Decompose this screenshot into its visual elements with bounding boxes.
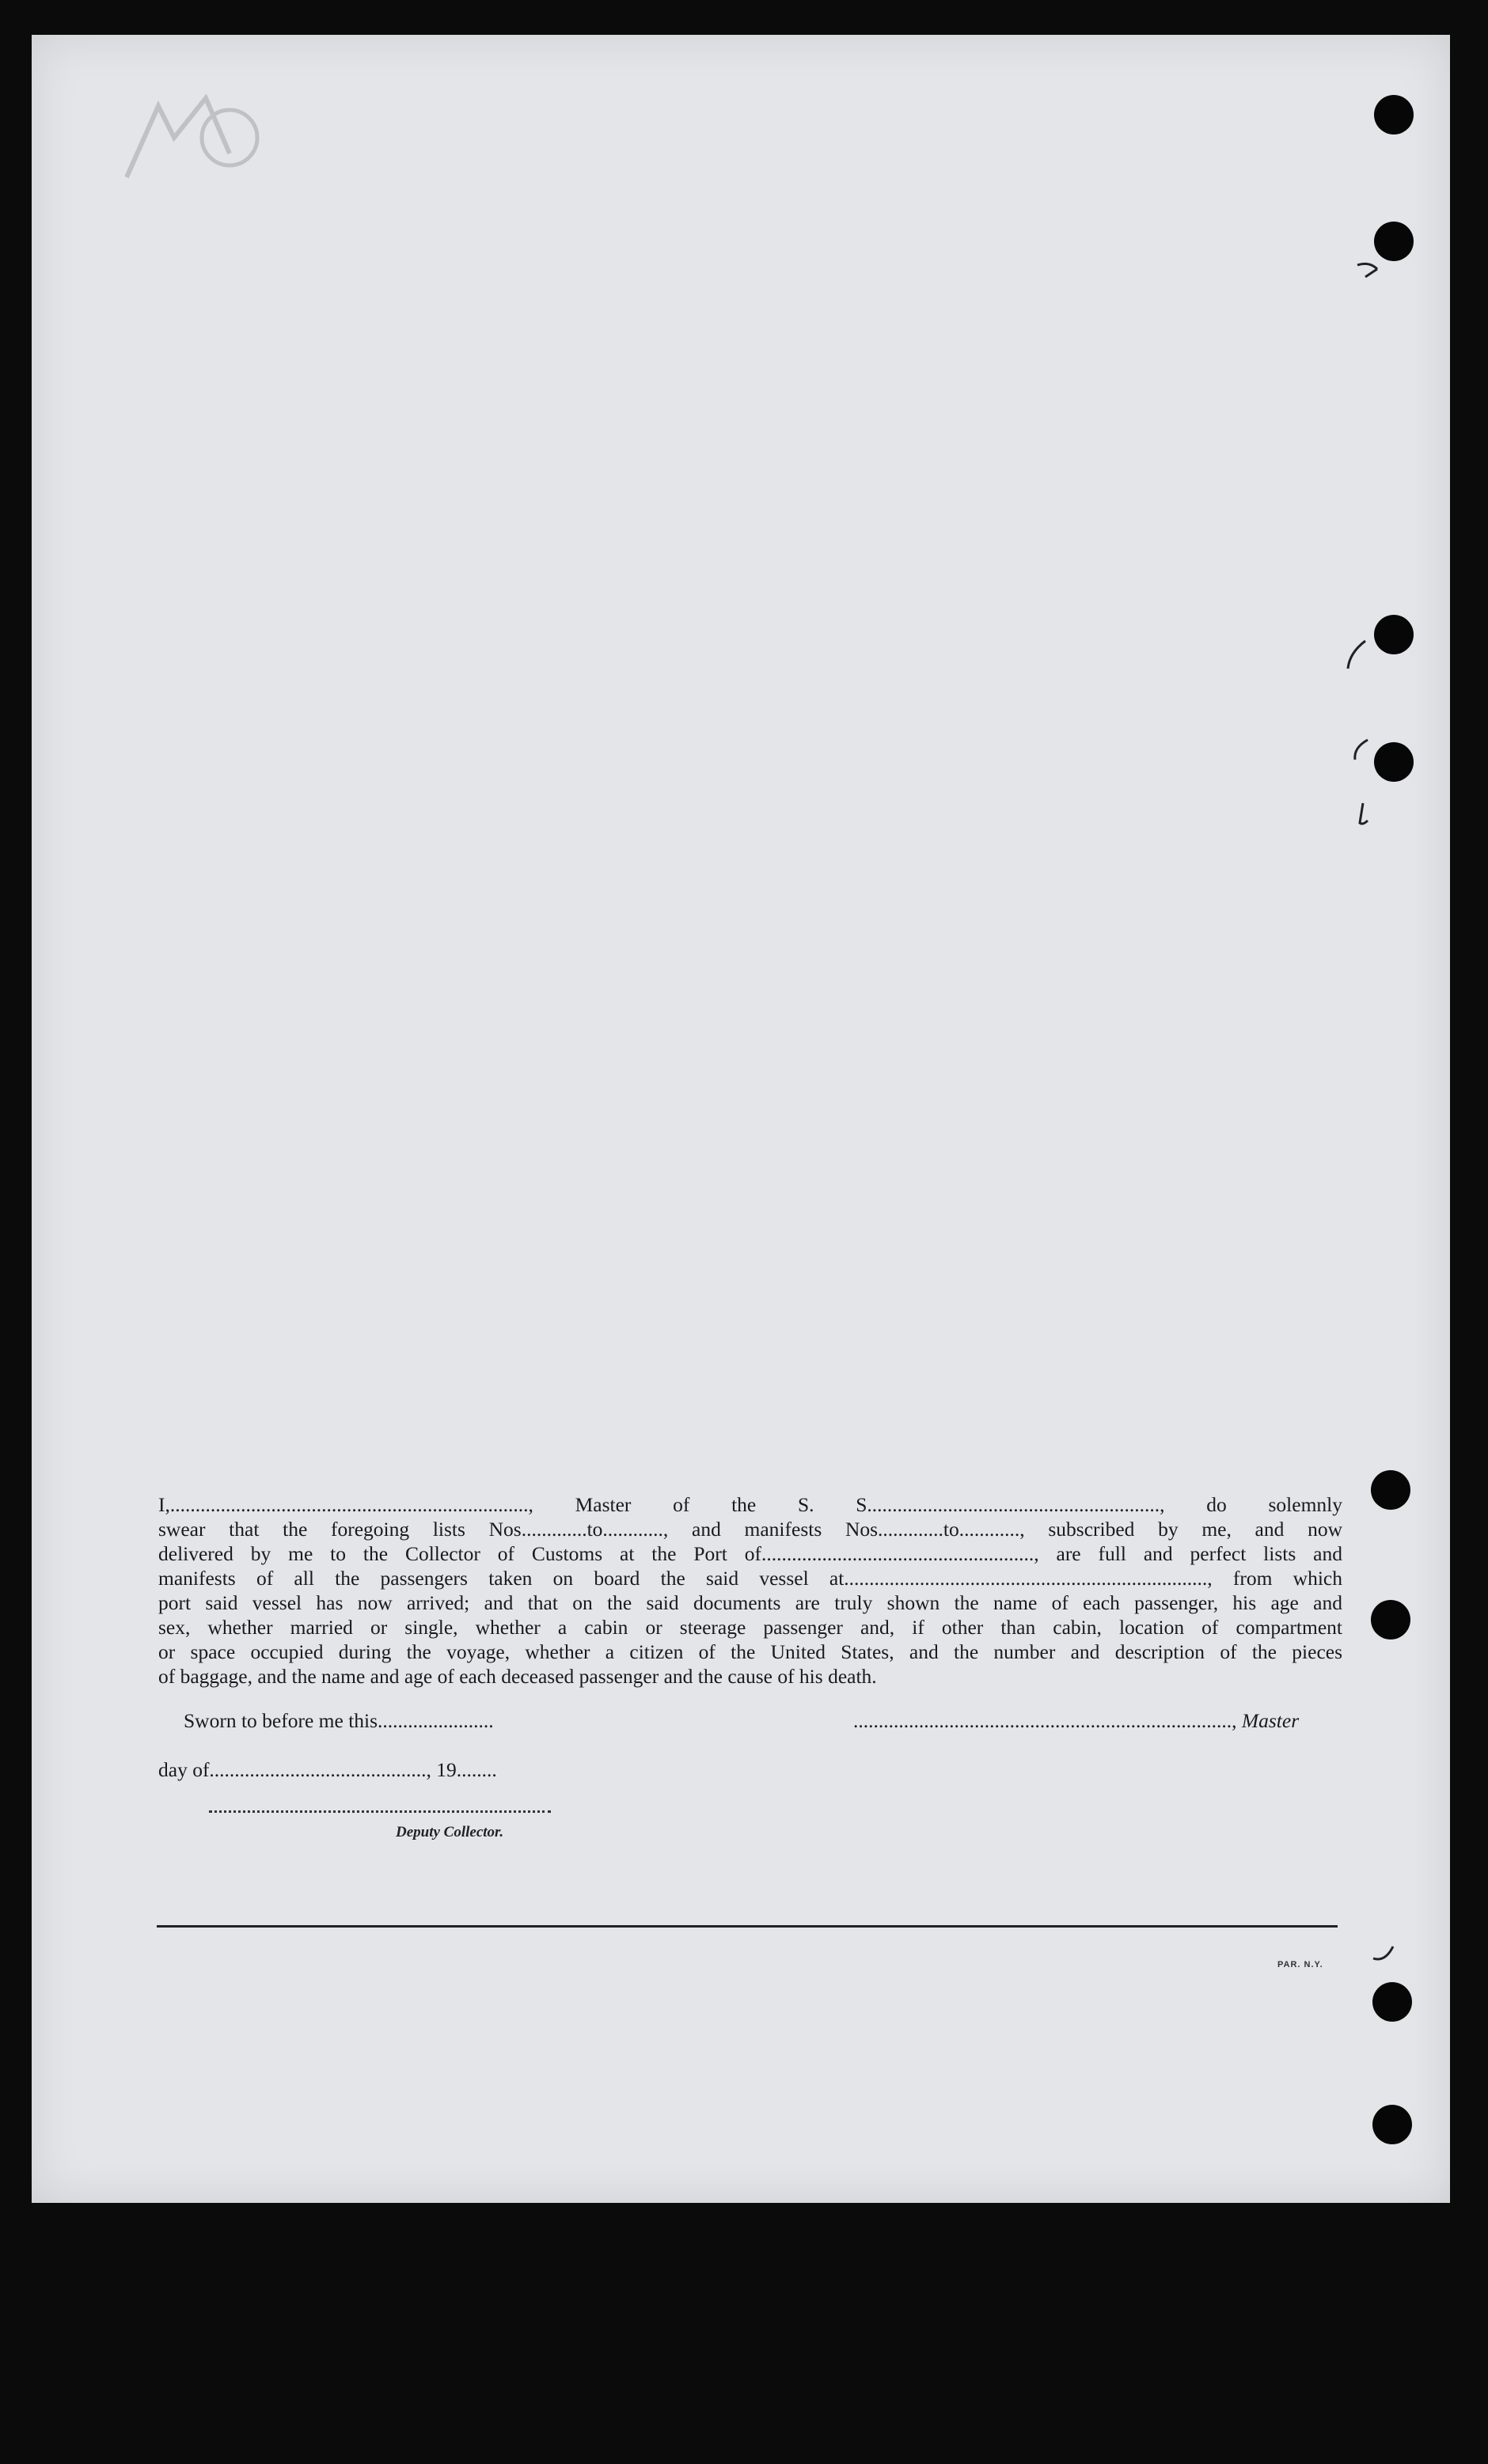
master-signature-line [853, 1709, 1299, 1733]
binder-hole-7 [1372, 1982, 1412, 2022]
oath-line-8: of baggage, and the name and age of each deceased passenger and the cause of his death. [158, 1665, 877, 1688]
pencil-mark-2 [1342, 633, 1373, 680]
oath-line-7: or space occupied during the voyage, whether a citizen of the United States, and the number and description of the pieces [158, 1640, 1342, 1663]
oath-line-5: port said vessel has now arrived; and that on the said documents are truly shown the name of each passenger, his age and [158, 1591, 1342, 1614]
day-of-line: day of..........................................., 19........ [158, 1758, 497, 1781]
binder-hole-3 [1374, 615, 1414, 654]
printer-mark: PAR. N.Y. [1277, 1960, 1323, 1969]
oath-line-3: delivered by me to the Collector of Customs at the Port of......................................................, are full and perfect lists and [158, 1542, 1342, 1565]
manifest-back-sheet [32, 35, 1450, 2203]
oath-line-2: swear that the foregoing lists Nos.............to............, and manifests Nos.............to............, subscribed by me, and now [158, 1518, 1342, 1541]
pencil-mark-3 [1346, 732, 1377, 835]
binder-hole-6 [1371, 1600, 1410, 1640]
faded-stamp [111, 90, 269, 193]
bottom-rule [157, 1925, 1338, 1928]
deputy-collector-label: Deputy Collector. [396, 1824, 504, 1840]
oath-line-6: sex, whether married or single, whether a cabin or steerage passenger and, if other than cabin, location of compartment [158, 1616, 1342, 1639]
oath-line-4: manifests of all the passengers taken on board the said vessel at........................................................................, from which [158, 1567, 1342, 1590]
master-signature-blank: ..........................................................................., [853, 1709, 1237, 1732]
deputy-signature-line [209, 1810, 551, 1813]
master-oath-paragraph [158, 1492, 1342, 1689]
binder-hole-5 [1371, 1470, 1410, 1510]
binder-hole-4 [1374, 742, 1414, 782]
binder-hole-8 [1372, 2105, 1412, 2144]
master-label: Master [1241, 1709, 1300, 1732]
oath-line-1: I,......................................................................., Master of the S. S.........................................................., do solemnly [158, 1493, 1342, 1516]
pencil-mark-4 [1365, 1931, 1405, 1970]
pencil-mark-1 [1346, 245, 1393, 293]
binder-hole-1 [1374, 95, 1414, 135]
sworn-before-me: Sworn to before me this....................... [184, 1709, 494, 1732]
